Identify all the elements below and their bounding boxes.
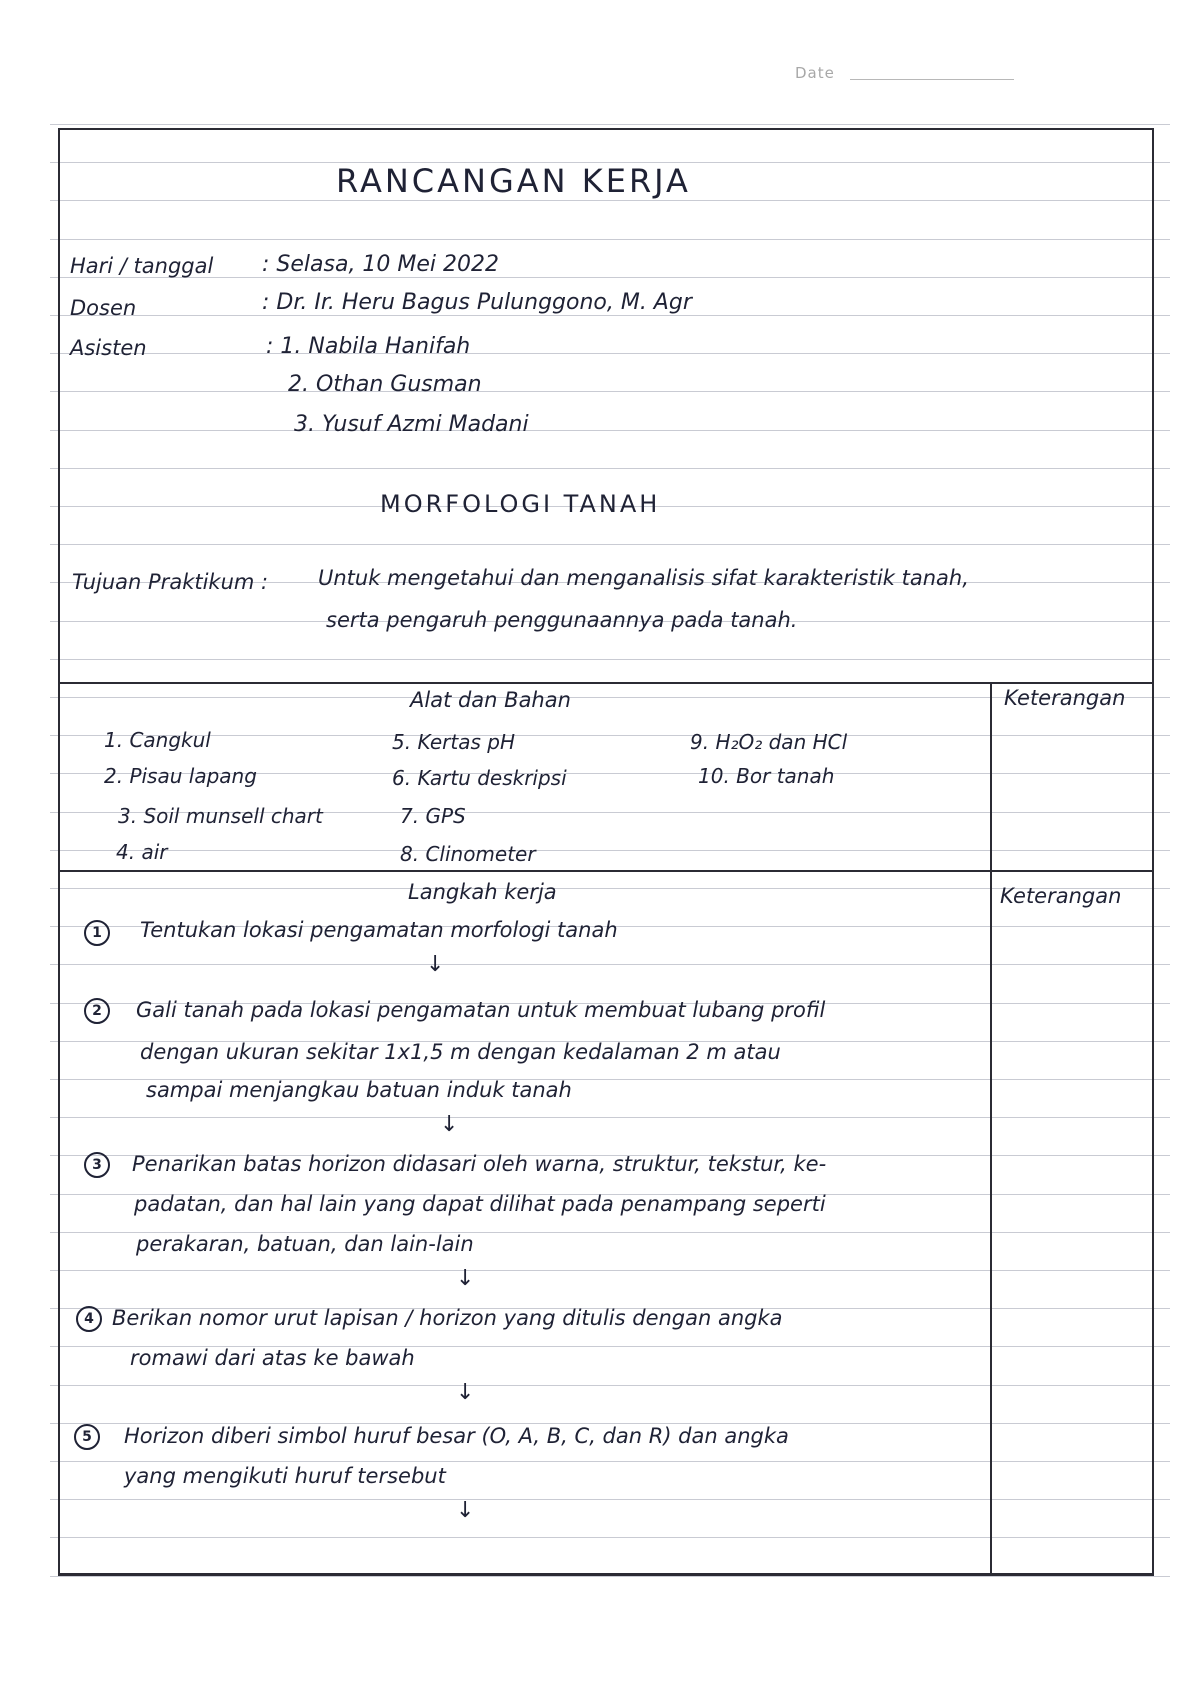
- alat-item: 5. Kertas pH: [392, 730, 515, 754]
- step-line: yang mengikuti huruf tersebut: [124, 1464, 446, 1488]
- section-subtitle: MORFOLOGI TANAH: [380, 490, 661, 518]
- asisten-item: : 1. Nabila Hanifah: [266, 334, 471, 359]
- ruled-line: [50, 124, 1170, 125]
- step-line: Tentukan lokasi pengamatan morfologi tanah: [140, 918, 618, 942]
- ruled-line: [50, 1576, 1170, 1577]
- alat-item: 3. Soil munsell chart: [118, 804, 323, 828]
- step-line: Penarikan batas horizon didasari oleh warna, struktur, tekstur, ke-: [132, 1152, 827, 1176]
- date-label: Date: [795, 64, 835, 82]
- down-arrow-icon: ↓: [456, 1266, 475, 1291]
- down-arrow-icon: ↓: [440, 1112, 459, 1137]
- langkah-keterangan-header: Keterangan: [1000, 884, 1122, 908]
- step-line: dengan ukuran sekitar 1x1,5 m dengan kedalaman 2 m atau: [140, 1040, 781, 1064]
- tujuan-label: Tujuan Praktikum :: [72, 570, 269, 594]
- step-line: perakaran, batuan, dan lain-lain: [136, 1232, 474, 1256]
- alat-header: Alat dan Bahan: [410, 688, 571, 712]
- hari-value: : Selasa, 10 Mei 2022: [262, 252, 500, 277]
- dosen-value: : Dr. Ir. Heru Bagus Pulunggono, M. Agr: [262, 290, 692, 315]
- tujuan-line: serta pengaruh penggunaannya pada tanah.: [326, 608, 798, 632]
- alat-item: 4. air: [116, 840, 168, 864]
- step-line: Horizon diberi simbol huruf besar (O, A, B, C, dan R) dan angka: [124, 1424, 789, 1448]
- step-number: 2: [84, 998, 110, 1024]
- step-line: padatan, dan hal lain yang dapat dilihat pada penampang seperti: [134, 1192, 826, 1216]
- step-number: 4: [76, 1306, 102, 1332]
- alat-item: 6. Kartu deskripsi: [392, 766, 567, 790]
- down-arrow-icon: ↓: [426, 952, 445, 977]
- tujuan-line: Untuk mengetahui dan menganalisis sifat karakteristik tanah,: [318, 566, 969, 590]
- step-line: sampai menjangkau batuan induk tanah: [146, 1078, 572, 1102]
- step-number: 1: [84, 920, 110, 946]
- asisten-label: Asisten: [70, 336, 147, 360]
- alat-item: 9. H₂O₂ dan HCl: [690, 730, 848, 754]
- alat-keterangan-header: Keterangan: [1004, 686, 1126, 710]
- step-line: romawi dari atas ke bawah: [130, 1346, 415, 1370]
- alat-item: 1. Cangkul: [104, 728, 211, 752]
- step-number: 5: [74, 1424, 100, 1450]
- step-line: Berikan nomor urut lapisan / horizon yang ditulis dengan angka: [112, 1306, 783, 1330]
- keterangan-column-line: [990, 682, 992, 1576]
- asisten-item: 3. Yusuf Azmi Madani: [294, 412, 529, 437]
- down-arrow-icon: ↓: [456, 1498, 475, 1523]
- alat-item: 8. Clinometer: [400, 842, 536, 866]
- down-arrow-icon: ↓: [456, 1380, 475, 1405]
- alat-item: 7. GPS: [400, 804, 466, 828]
- asisten-item: 2. Othan Gusman: [288, 372, 482, 397]
- hari-label: Hari / tanggal: [70, 254, 214, 278]
- langkah-header: Langkah kerja: [408, 880, 557, 904]
- page-title: RANCANGAN KERJA: [336, 162, 691, 200]
- alat-item: 10. Bor tanah: [698, 764, 835, 788]
- alat-item: 2. Pisau lapang: [104, 764, 257, 788]
- step-line: Gali tanah pada lokasi pengamatan untuk membuat lubang profil: [136, 998, 826, 1022]
- dosen-label: Dosen: [70, 296, 137, 320]
- step-number: 3: [84, 1152, 110, 1178]
